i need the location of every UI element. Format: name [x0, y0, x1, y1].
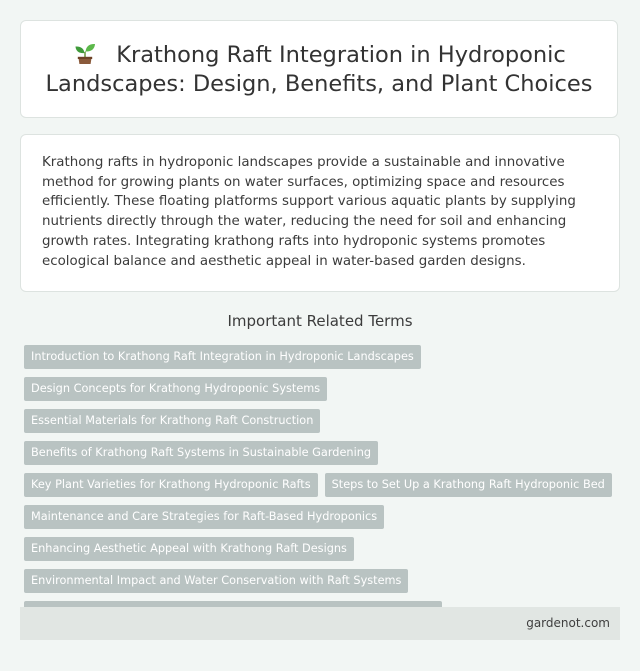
seedling-icon: [72, 39, 98, 65]
related-term-tag[interactable]: Maintenance and Care Strategies for Raft-Based Hydroponics: [24, 505, 384, 529]
related-term-tag[interactable]: Environmental Impact and Water Conservation with Raft Systems: [24, 569, 408, 593]
page-title-text: Krathong Raft Integration in Hydroponic Landscapes: Design, Benefits, and Plant Choices: [45, 42, 593, 97]
related-term-tag[interactable]: Benefits of Krathong Raft Systems in Sustainable Gardening: [24, 441, 378, 465]
related-term-tag[interactable]: Steps to Set Up a Krathong Raft Hydroponic Bed: [325, 473, 612, 497]
related-terms-list: [24, 345, 620, 625]
summary-text: Krathong rafts in hydroponic landscapes provide a sustainable and innovative method for growing plants on water surfaces, optimizing space and resources efficiently. These floating platforms support various aquatic plants by supplying nutrients directly through the water, reducing the need for soil and enhancing growth rates. Integrating krathong rafts into hydroponic systems promotes ecological balance and aesthetic appeal in water-based garden designs.: [42, 155, 576, 269]
related-term-tag[interactable]: Key Plant Varieties for Krathong Hydroponic Rafts: [24, 473, 318, 497]
related-terms-heading: Important Related Terms: [227, 312, 413, 330]
footer: [20, 607, 620, 640]
related-term-tag[interactable]: Design Concepts for Krathong Hydroponic Systems: [24, 377, 327, 401]
page-title: [21, 39, 617, 99]
related-term-tag[interactable]: Enhancing Aesthetic Appeal with Krathong Raft Designs: [24, 537, 354, 561]
related-term-tag[interactable]: Introduction to Krathong Raft Integration in Hydroponic Landscapes: [24, 345, 421, 369]
related-term-tag[interactable]: Essential Materials for Krathong Raft Construction: [24, 409, 320, 433]
summary-card: [20, 134, 620, 292]
title-card: [20, 20, 618, 118]
footer-site-link[interactable]: gardenot.com: [526, 616, 610, 630]
